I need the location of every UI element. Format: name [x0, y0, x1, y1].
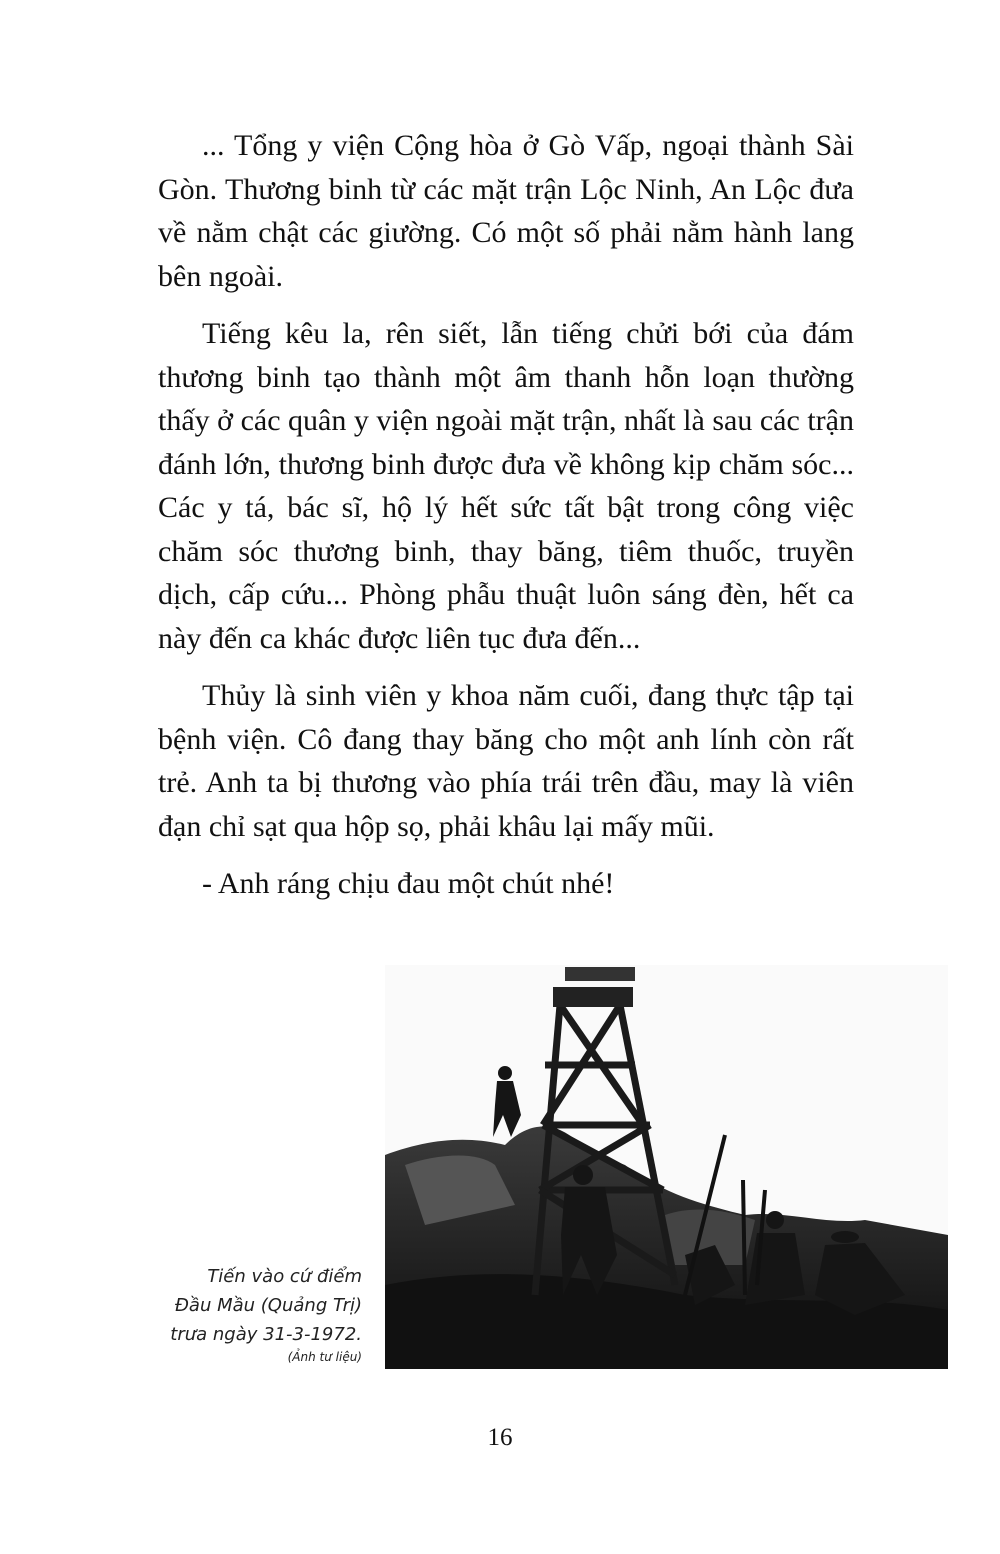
caption-line-3: trưa ngày 31-3-1972. [170, 1324, 362, 1345]
paragraph-3: Thủy là sinh viên y khoa năm cuối, đang thực tập tại bệnh viện. Cô đang thay băng cho một anh lính còn rất trẻ. Anh ta bị thương vào phía trái trên đầu, may là viên đạn chỉ sạt qua hộp sọ, phải khâu lại mấy mũi. [158, 679, 854, 843]
historical-photo [385, 965, 948, 1369]
page-number: 16 [487, 1424, 513, 1451]
caption-line-2: Đầu Mầu (Quảng Trị) [174, 1295, 362, 1316]
body-text [158, 124, 854, 920]
caption-line-1: Tiến vào cứ điểm [207, 1266, 362, 1287]
photo-caption [150, 1262, 362, 1349]
photo-illustration [385, 965, 948, 1369]
paragraph-2: Tiếng kêu la, rên siết, lẫn tiếng chửi bới của đám thương binh tạo thành một âm thanh hỗn loạn thường thấy ở các quân y viện ngoài mặt trận, nhất là sau các trận đánh lớn, thương binh được đưa về không kịp chăm sóc... Các y tá, bác sĩ, hộ lý hết sức tất bật trong công việc chăm sóc thương binh, thay băng, tiêm thuốc, truyền dịch, cấp cứu... Phòng phẫu thuật luôn sáng đèn, hết ca này đến ca khác được liên tục đưa đến... [158, 317, 854, 655]
paragraph-4: - Anh ráng chịu đau một chút nhé! [202, 867, 615, 900]
paragraph-1: ... Tổng y viện Cộng hòa ở Gò Vấp, ngoại thành Sài Gòn. Thương binh từ các mặt trận Lộc Ninh, An Lộc đưa về nằm chật các giường. Có một số phải nằm hành lang bên ngoài. [158, 129, 854, 293]
photo-credit: (Ảnh tư liệu) [287, 1350, 362, 1364]
